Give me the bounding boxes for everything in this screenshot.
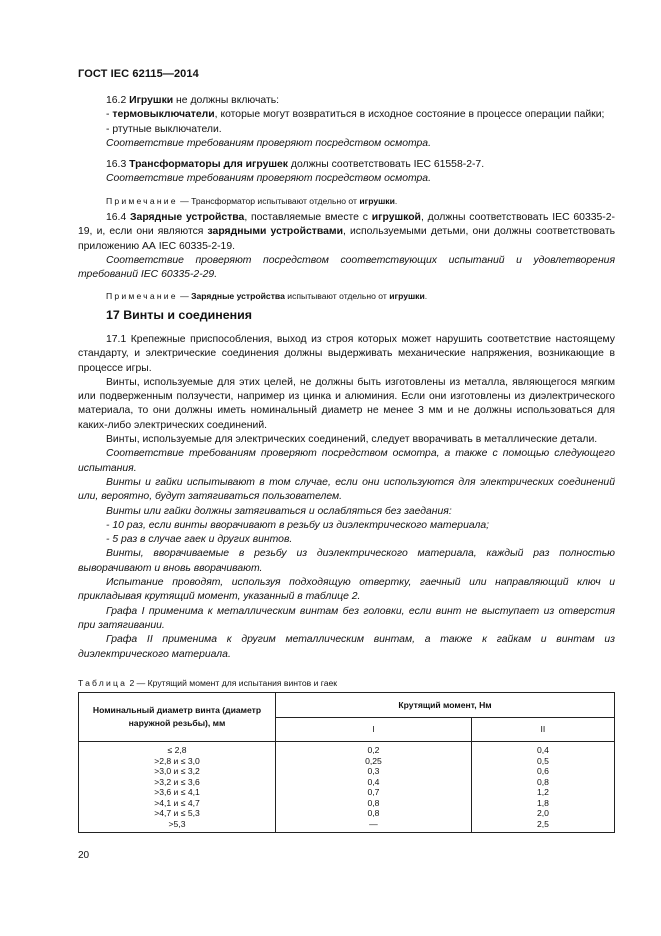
list-item: - 5 раз в случае гаек и других винтов.: [106, 534, 293, 546]
paragraph: Винты или гайки должны затягиваться и ослабляться без заедания:: [106, 505, 452, 517]
section-16-2: [78, 94, 615, 151]
torque-cell: 0,5: [536, 755, 549, 766]
note-label: Примечание: [106, 291, 178, 302]
diameter-cell: ≤ 2,8: [167, 745, 187, 755]
text: не должны включать:: [173, 95, 280, 106]
compliance-text: Соответствие требованиям проверяют посредством осмотра.: [106, 137, 431, 149]
text: .: [394, 195, 398, 206]
torque-cell: 0,4: [367, 776, 380, 787]
table-caption: [78, 676, 615, 690]
term: зарядными устройствами: [207, 226, 343, 238]
clause-number: 16.2: [106, 95, 130, 106]
page-number: 20: [78, 850, 90, 861]
table: [78, 692, 615, 833]
diameter-cell: >4,1 и ≤ 4,7: [154, 797, 200, 808]
torque-cell: 2,5: [536, 818, 549, 829]
document-header: ГОСТ IEC 62115—2014: [78, 68, 199, 80]
torque-cell: 0,25: [365, 755, 382, 766]
torque-cell: —: [369, 818, 378, 829]
term: игрушкой: [371, 212, 421, 223]
header-col-2: II: [471, 718, 614, 742]
text: , которые могут возвратиться в исходное состояние в процессе операции пайки;: [214, 109, 605, 121]
note-label: Примечание: [106, 195, 178, 206]
torque-cell: 0,6: [536, 766, 549, 776]
section-17-heading: [78, 308, 615, 322]
term: Зарядные устройства: [191, 291, 285, 302]
paragraph: 17.1 Крепежные приспособления, выход из строя которых может нарушить соответствие настоящему стандарту, и электрические соединения должны выдерживать механические напряжения, возникающие в процессе игры.: [78, 334, 615, 374]
torque-cell: 0,8: [367, 797, 380, 808]
term: Зарядные устройства: [130, 212, 245, 223]
header-col-1: I: [276, 718, 472, 742]
torque-column-1: [276, 742, 472, 833]
term: игрушки: [389, 291, 425, 302]
note: [78, 195, 615, 207]
paragraph: Винты, используемые для этих целей, не должны быть изготовлены из металла, являющегося мягким или подверженным ползучести, например из цинка и алюминия. Если они изготовлены из диэлектрического материала, то они должны иметь номинальный диаметр не менее 3 мм и не должны использоваться для каких-либо электрических соединений.: [78, 376, 615, 431]
compliance-text: Соответствие требованиям проверяют посредством осмотра.: [106, 173, 431, 185]
torque-table: [78, 692, 615, 833]
paragraph: [78, 211, 615, 254]
torque-cell: 0,2: [367, 745, 380, 755]
torque-cell: 2,0: [536, 808, 549, 818]
caption-text: 2 — Крутящий момент для испытания винтов и гаек: [127, 678, 338, 688]
table-body-row: [79, 742, 615, 833]
note: [78, 290, 615, 302]
paragraph: Испытание проводят, используя подходящую отвертку, гаечный или направляющий ключ и прикладывая крутящий момент, указанный в таблице 2.: [78, 577, 615, 603]
paragraph: Винты, используемые для электрических соединений, следует вворачивать в металлические детали.: [106, 434, 598, 446]
header-torque: Крутящий момент, Нм: [276, 693, 615, 718]
torque-cell: 0,3: [367, 766, 380, 776]
torque-cell: 0,8: [536, 776, 549, 787]
text: должны соответствовать IEC 61558-2-7.: [288, 159, 485, 170]
diameter-cell: >2,8 и ≤ 3,0: [154, 755, 200, 766]
torque-cell: 0,7: [367, 787, 380, 797]
diameter-cell: >3,2 и ≤ 3,6: [154, 776, 200, 787]
paragraph: Винты и гайки испытывают в том случае, если они используются для электрических соединений или, вероятно, будут затягиваться пользователем.: [78, 476, 615, 503]
list-item: - ртутные выключатели.: [106, 123, 222, 135]
diameter-cell: >3,6 и ≤ 4,1: [154, 787, 200, 797]
paragraph: Винты, вворачиваемые в резьбу из диэлектрического материала, каждый раз полностью выворачивают и вновь вворачивают.: [78, 548, 615, 574]
diameter-cell: >4,7 и ≤ 5,3: [154, 808, 200, 818]
list-item: - 10 раз, если винты вворачивают в резьбу из диэлектрического материала;: [106, 519, 490, 531]
text: , поставляемые вместе с: [244, 212, 372, 223]
paragraph: Графа II применима к другим металлическим винтам, а также к гайкам и винтам из диэлектрического материала.: [78, 634, 615, 660]
torque-cell: 1,8: [536, 797, 549, 808]
compliance-text: Соответствие проверяют посредством соответствующих испытаний и удовлетворения требований IEC 60335-2-29.: [78, 254, 615, 281]
compliance-text: Соответствие требованиям проверяют посредством осмотра, а также с помощью следующего испытания.: [78, 448, 615, 474]
text: — Трансформатор испытывают отдельно от: [177, 195, 360, 206]
paragraph: Графа I применима к металлическим винтам без головки, если винт не выступает из отверстия при затягивании.: [78, 605, 615, 631]
clause-number: 16.3: [106, 159, 130, 170]
section-16-4: [78, 211, 615, 302]
paragraph: [78, 158, 615, 172]
table-header-row: [79, 693, 615, 718]
diameter-column: [79, 742, 276, 833]
text: испытывают отдельно от: [284, 291, 390, 302]
text: —: [177, 291, 192, 302]
torque-column-2: [471, 742, 614, 833]
paragraph: [78, 94, 615, 108]
dash: -: [106, 109, 113, 121]
clause-number: 16.4: [106, 212, 131, 223]
term: термовыключатели: [112, 109, 215, 121]
caption-label: Таблица: [78, 678, 128, 688]
diameter-cell: >5,3: [168, 818, 186, 829]
term: игрушки: [359, 195, 395, 206]
torque-cell: 0,4: [536, 745, 549, 755]
text: , должны соответствовать IEC 60335-2-19, и, если они являются: [78, 212, 615, 238]
term: Игрушки: [129, 95, 174, 106]
diameter-cell: >3,0 и ≤ 3,2: [154, 766, 200, 776]
torque-cell: 0,8: [367, 808, 380, 818]
term: Трансформаторы для игрушек: [129, 159, 288, 170]
text: .: [424, 291, 428, 302]
text: , используемыми детьми, они должны соответствовать приложению АА IEC 60335-2-19.: [78, 226, 616, 252]
section-title: 17 Винты и соединения: [106, 308, 252, 322]
list-item: [78, 108, 615, 122]
torque-cell: 1,2: [536, 787, 549, 797]
section-17-body: [78, 333, 615, 662]
header-diameter: Номинальный диаметр винта (диаметр наружной резьбы), мм: [79, 693, 276, 742]
section-16-3: [78, 158, 615, 207]
